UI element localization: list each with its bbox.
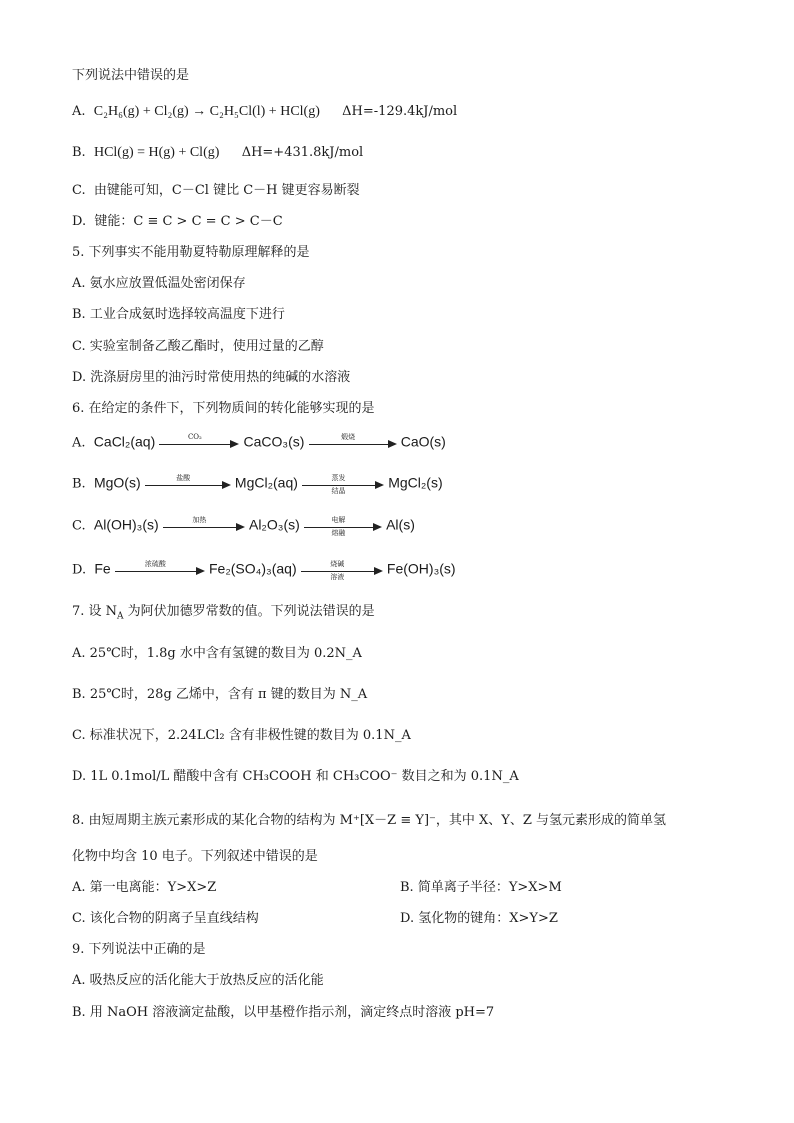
species: MgCl₂(aq) — [234, 474, 298, 491]
option-label: C. — [72, 183, 86, 198]
q4-option-b — [72, 145, 363, 161]
q8-stem-line2: 化物中均含 10 电子。下列叙述中错误的是 — [72, 849, 318, 864]
q9-stem: 9. 下列说法中正确的是 — [72, 942, 206, 957]
q5-option-d: D. 洗涤厨房里的油污时常使用热的纯碱的水溶液 — [72, 370, 351, 385]
q5-option-c: C. 实验室制备乙酸乙酯时，使用过量的乙醇 — [72, 339, 324, 354]
option-label: D. — [72, 562, 87, 578]
species: Al(OH)₃(s) — [93, 516, 159, 533]
q4-option-a — [72, 104, 457, 120]
condition: 烧碱 — [330, 560, 345, 568]
option-text: 键能：C ≡ C > C = C > C－C — [94, 214, 283, 229]
q8-option-a: A. 第一电离能：Y>X>Z — [72, 880, 217, 895]
species: Al₂O₃(s) — [248, 516, 300, 533]
q5-stem: 5. 下列事实不能用勒夏特勒原理解释的是 — [72, 245, 310, 260]
q9-option-b: B. 用 NaOH 溶液滴定盐酸，以甲基橙作指示剂，滴定终点时溶液 pH=7 — [72, 1005, 495, 1020]
q8-stem-line1: 8. 由短周期主族元素形成的某化合物的结构为 M⁺[X－Z ≡ Y]⁻，其中 X、Y、Z 与氢元素形成的简单氢 — [72, 813, 667, 828]
q6-option-a — [72, 433, 446, 453]
species: Fe — [94, 560, 111, 577]
option-text: 由键能可知，C－Cl 键比 C－H 键更容易断裂 — [93, 183, 360, 198]
condition: 煅烧 — [341, 433, 356, 441]
q7-stem — [72, 604, 375, 620]
reaction-arrow — [301, 560, 383, 580]
option-label: B. — [72, 476, 86, 492]
option-label: B. — [72, 145, 86, 160]
equation: HCl(g) = H(g) + Cl(g) — [93, 145, 220, 160]
species: CaCO₃(s) — [243, 433, 305, 450]
species: Al(s) — [386, 516, 415, 533]
q7-stem-post: 为阿伏加德罗常数的值。下列说法错误的是 — [123, 604, 375, 619]
condition-below: 熔融 — [331, 529, 346, 537]
species: Fe₂(SO₄)₃(aq) — [208, 560, 297, 577]
condition: 盐酸 — [176, 474, 191, 482]
q7-option-a: A. 25℃时，1.8g 水中含有氢键的数目为 0.2N_A — [72, 646, 362, 661]
reaction-arrow — [309, 433, 397, 453]
reaction-arrow — [302, 474, 384, 494]
q4-option-c — [72, 183, 360, 199]
condition: 蒸发 — [331, 474, 346, 482]
condition-below: 结晶 — [331, 487, 346, 495]
species: CaCl₂(aq) — [93, 433, 156, 450]
species: CaO(s) — [400, 433, 446, 450]
q8-option-b: B. 简单离子半径：Y>X>M — [400, 880, 562, 895]
enthalpy: ΔH=-129.4kJ/mol — [342, 104, 458, 119]
reaction-arrow — [159, 433, 239, 453]
condition: 浓硫酸 — [144, 560, 166, 568]
option-label: A. — [72, 104, 86, 119]
species: MgCl₂(s) — [388, 474, 443, 491]
q7-option-b: B. 25℃时，28g 乙烯中，含有 π 键的数目为 N_A — [72, 687, 368, 702]
enthalpy: ΔH=+431.8kJ/mol — [241, 145, 364, 160]
condition: 加热 — [192, 516, 207, 524]
species: MgO(s) — [93, 474, 141, 491]
q8-option-c: C. 该化合物的阴离子呈直线结构 — [72, 911, 259, 926]
q7-option-d: D. 1L 0.1mol/L 醋酸中含有 CH₃COOH 和 CH₃COO⁻ 数目之和为 0.1N_A — [72, 769, 519, 784]
intro-text: 下列说法中错误的是 — [72, 68, 190, 83]
q6-option-b — [72, 474, 443, 494]
condition: CO₂ — [187, 433, 202, 441]
option-label: D. — [72, 214, 87, 229]
reaction-arrow — [304, 516, 382, 536]
q6-stem: 6. 在给定的条件下，下列物质间的转化能够实现的是 — [72, 401, 375, 416]
reaction-arrow — [145, 474, 231, 494]
q7-stem-sub: A — [117, 611, 124, 622]
q9-option-a: A. 吸热反应的活化能大于放热反应的活化能 — [72, 973, 324, 988]
q7-option-c: C. 标准状况下，2.24LCl₂ 含有非极性键的数目为 0.1N_A — [72, 728, 411, 743]
condition: 电解 — [331, 516, 346, 524]
q6-option-d — [72, 560, 456, 580]
q6-option-c — [72, 516, 415, 536]
q5-option-a: A. 氨水应放置低温处密闭保存 — [72, 276, 246, 291]
q5-option-b: B. 工业合成氨时选择较高温度下进行 — [72, 307, 285, 322]
reaction-arrow — [163, 516, 245, 536]
q8-option-d: D. 氢化物的键角：X>Y>Z — [400, 911, 558, 926]
reaction-arrow — [115, 560, 205, 580]
option-label: C. — [72, 518, 86, 534]
q7-stem-pre: 7. 设 N — [72, 604, 118, 619]
condition-below: 溶液 — [330, 573, 345, 581]
option-label: A. — [72, 435, 86, 451]
equation: C₂H₆(g) + Cl₂(g) → C₂H₅Cl(l) + HCl(g) — [93, 104, 320, 119]
species: Fe(OH)₃(s) — [386, 560, 456, 577]
q4-option-d — [72, 214, 283, 230]
